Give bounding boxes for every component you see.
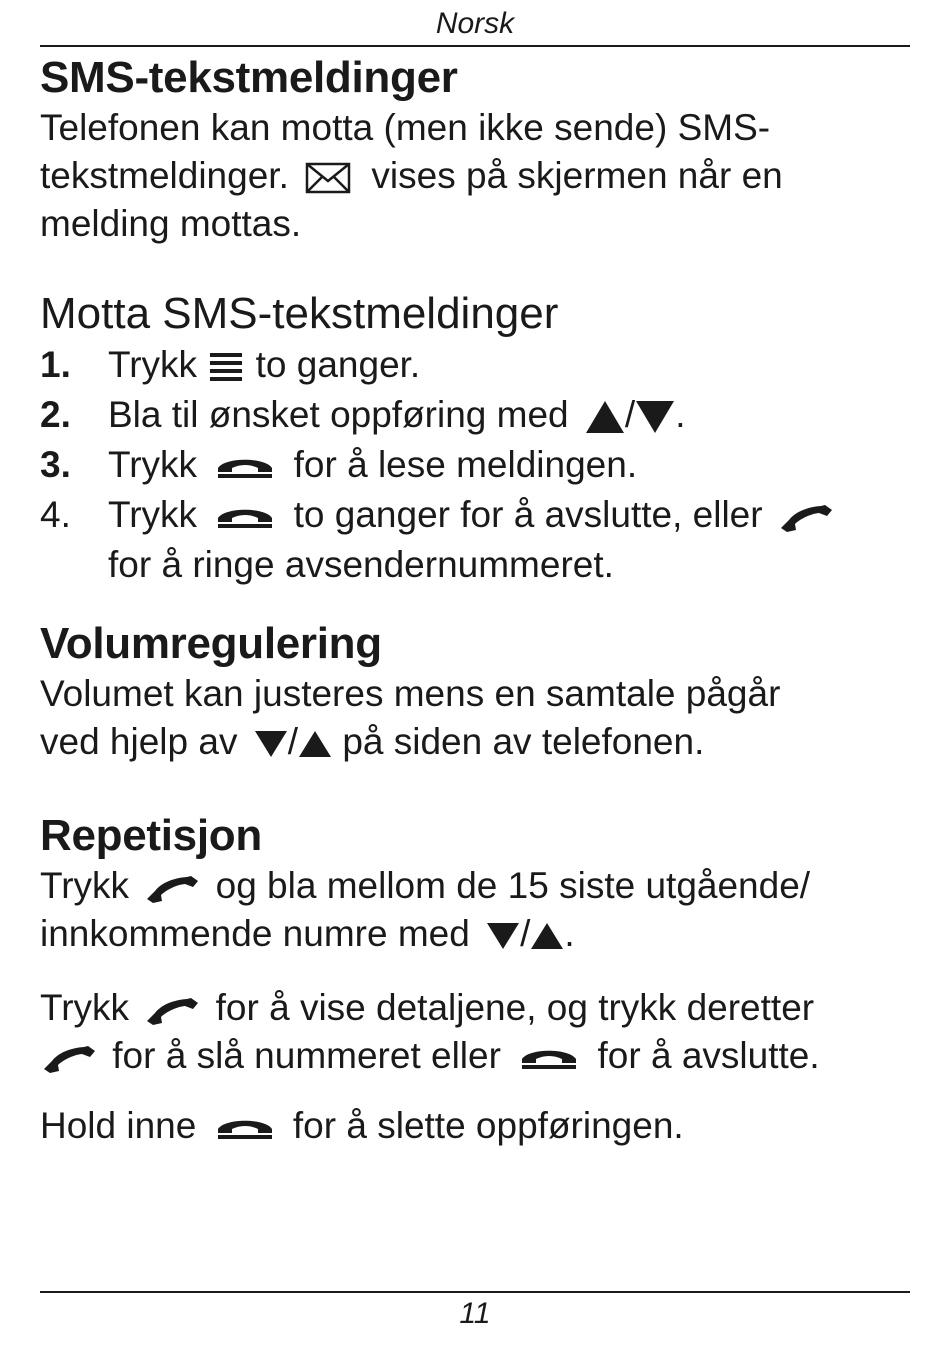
arrow-up-icon — [530, 922, 564, 950]
step-number: 3. — [40, 444, 71, 485]
hangup-icon — [215, 454, 275, 480]
redial-paragraph-2 — [40, 984, 915, 1080]
page-content — [40, 52, 915, 1150]
step-4 — [40, 490, 915, 590]
footer-rule — [40, 1291, 910, 1293]
header-language: Norsk — [435, 7, 515, 40]
step-2-sep: / — [624, 394, 636, 435]
step-1-text-a: Trykk — [108, 344, 198, 385]
step-number: 2. — [40, 394, 71, 435]
step-4-text-c: for å ringe avsendernummeret. — [108, 544, 614, 585]
hangup-icon — [519, 1045, 579, 1071]
volume-line-1: Volumet kan justeres mens en samtale pågår — [40, 673, 781, 714]
sms-section — [40, 52, 915, 248]
volume-line-2b: på siden av telefonen. — [342, 721, 705, 762]
sms-line-2b: vises på skjermen når en — [371, 155, 783, 196]
redial-p1-text-b: og bla mellom de 15 siste utgående/ — [215, 865, 811, 906]
redial-p1-text-a: Trykk — [40, 865, 130, 906]
sms-section-title: SMS-tekstmeldinger — [40, 53, 458, 102]
header-rule — [40, 45, 910, 47]
redial-p2-text-b: for å vise detaljene, og trykk deretter — [215, 987, 815, 1028]
volume-section-title: Volumregulering — [40, 619, 382, 668]
page-number: 11 — [459, 1297, 491, 1330]
arrow-up-icon — [585, 400, 625, 434]
envelope-icon — [305, 162, 351, 194]
redial-p2-text-a: Trykk — [40, 987, 130, 1028]
receive-section-title: Motta SMS-tekstmeldinger — [40, 289, 559, 338]
step-1 — [40, 340, 915, 390]
step-number: 4. — [40, 494, 71, 535]
volume-section — [40, 618, 915, 766]
sms-line-1: Telefonen kan motta (men ikke sende) SMS- — [40, 107, 771, 148]
redial-paragraph-1 — [40, 862, 915, 958]
volume-section-text — [40, 670, 915, 766]
sms-line-2a: tekstmeldinger. — [40, 155, 289, 196]
call-icon — [40, 1043, 98, 1073]
step-number: 1. — [40, 344, 71, 385]
hangup-icon — [215, 1115, 275, 1141]
step-4-text-b: to ganger for å avslutte, eller — [293, 494, 763, 535]
arrow-down-icon — [486, 922, 520, 950]
call-icon — [143, 873, 201, 903]
arrow-down-icon — [635, 400, 675, 434]
menu-icon — [209, 351, 243, 383]
redial-p1-text-c: innkommende numre med — [40, 913, 470, 954]
step-3-text-a: Trykk — [108, 444, 198, 485]
redial-p1-sep: / — [520, 913, 531, 954]
call-icon — [143, 995, 201, 1025]
redial-p3-text-a: Hold inne — [40, 1105, 197, 1146]
hangup-icon — [215, 504, 275, 530]
step-4-text-a: Trykk — [108, 494, 198, 535]
step-3 — [40, 440, 915, 490]
redial-p2-text-d: for å avslutte. — [597, 1035, 820, 1076]
step-2-text-b: . — [675, 394, 686, 435]
step-1-text-b: to ganger. — [255, 344, 421, 385]
redial-p3-text-b: for å slette oppføringen. — [292, 1105, 684, 1146]
redial-p2-text-c: for å slå nummeret eller — [112, 1035, 501, 1076]
step-3-text-b: for å lese meldingen. — [293, 444, 638, 485]
redial-paragraph-3 — [40, 1102, 915, 1150]
sms-line-3: melding mottas. — [40, 203, 302, 244]
sms-section-text — [40, 104, 915, 248]
receive-steps — [40, 340, 915, 590]
step-2 — [40, 390, 915, 440]
redial-section-title: Repetisjon — [40, 811, 262, 860]
receive-section — [40, 288, 915, 590]
redial-p1-end: . — [564, 913, 575, 954]
redial-section — [40, 810, 915, 1150]
arrow-up-icon — [298, 730, 332, 758]
arrow-down-icon — [254, 730, 288, 758]
step-2-text-a: Bla til ønsket oppføring med — [108, 394, 569, 435]
volume-line-2a: ved hjelp av — [40, 721, 238, 762]
volume-sep: / — [287, 721, 299, 762]
call-icon — [777, 502, 835, 532]
